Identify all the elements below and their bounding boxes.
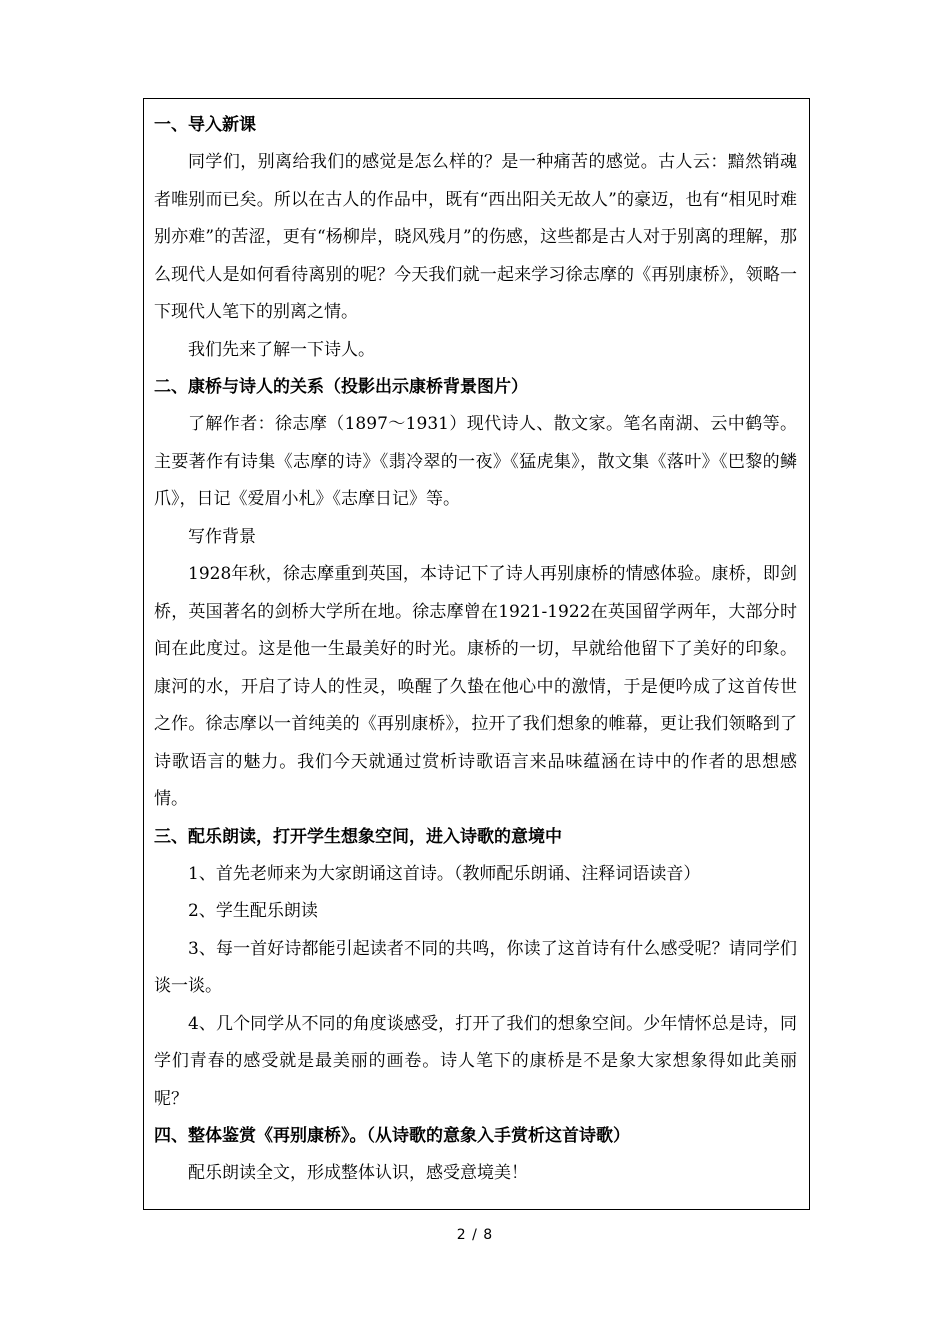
section-heading: 一、导入新课 [154,115,256,135]
paragraph: 配乐朗读全文，形成整体认识，感受意境美！ [188,1163,528,1183]
paragraph: 同学们，别离给我们的感觉是怎么样的？是一种痛苦的感觉。古人云：黯然销魂者唯别而已矣。所以在古人的作品中，既有“西出阳关无故人”的豪迈，也有“相见时难别亦难”的苦涩，更有“杨柳岸，晓风残月”的伤感，这些都是古人对于别离的理解，那么现代人是如何看待离别的呢？今天我们就一起来学习徐志摩的《再别康桥》，领略一下现代人笔下的别离之情。 [154,152,797,322]
paragraph: 1、首先老师来为大家朗诵这首诗。（教师配乐朗诵、注释词语读音） [188,863,701,884]
section-poet-relation [154,369,797,819]
paragraph: 4、几个同学从不同的角度谈感受，打开了我们的想象空间。少年情怀总是诗，同学们青春的感受就是最美丽的画卷。诗人笔下的康桥是不是象大家想象得如此美丽呢？ [154,1013,797,1109]
section-appreciation [154,1118,797,1193]
paragraph: 我们先来了解一下诗人。 [188,339,375,360]
lesson-plan-cell [143,98,810,1210]
section-recitation [154,819,797,1119]
section-heading: 四、整体鉴赏《再别康桥》。（从诗歌的意象入手赏析这首诗歌） [154,1126,630,1146]
paragraph: 1928年秋，徐志摩重到英国，本诗记下了诗人再别康桥的情感体验。康桥，即剑桥，英国著名的剑桥大学所在地。徐志摩曾在1921-1922在英国留学两年，大部分时间在此度过。这是他一生最美好的时光。康桥的一切，早就给他留下了美好的印象。康河的水，开启了诗人的性灵，唤醒了久蛰在他心中的激情，于是便吟成了这首传世之作。徐志摩以一首纯美的《再别康桥》，拉开了我们想象的帷幕，更让我们领略到了诗歌语言的魅力。我们今天就通过赏析诗歌语言来品味蕴涵在诗中的作者的思想感情。 [154,564,797,809]
section-heading: 三、配乐朗读，打开学生想象空间，进入诗歌的意境中 [154,826,562,847]
paragraph: 了解作者：徐志摩（1897～1931）现代诗人、散文家。笔名南湖、云中鹤等。主要著作有诗集《志摩的诗》《翡冷翠的一夜》《猛虎集》，散文集《落叶》《巴黎的鳞爪》，日记《爱眉小札》《志摩日记》等。 [154,414,797,509]
section-heading: 二、康桥与诗人的关系（投影出示康桥背景图片） [154,377,528,397]
section-introduction [154,107,797,369]
page-number: 2 / 8 [456,1227,494,1243]
paragraph: 2、学生配乐朗读 [188,901,318,921]
paragraph: 写作背景 [188,526,256,547]
paragraph: 3、每一首好诗都能引起读者不同的共鸣，你读了这首诗有什么感受呢？请同学们谈一谈。 [154,938,797,996]
